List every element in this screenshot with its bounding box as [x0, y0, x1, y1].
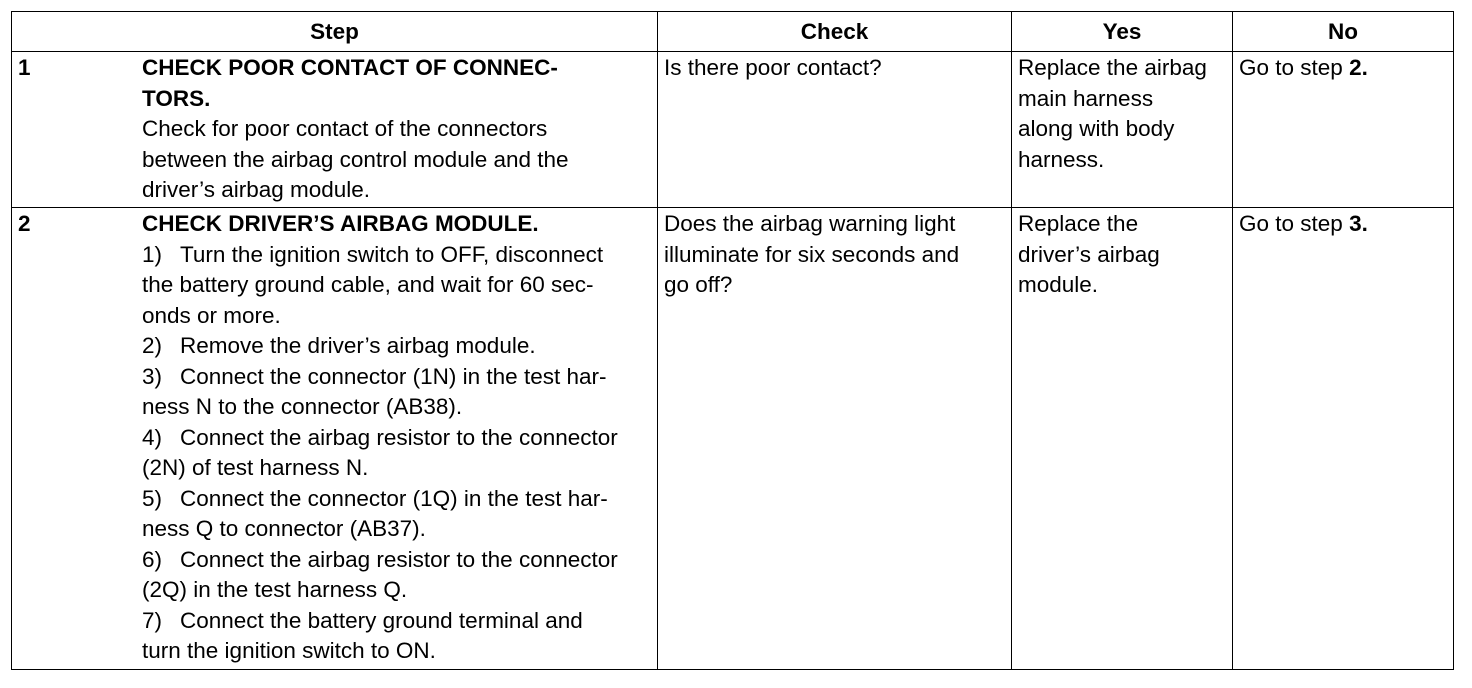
- substep-number: 7): [142, 607, 163, 633]
- no-end: .: [1361, 55, 1368, 80]
- yes-line: module.: [1018, 272, 1099, 297]
- yes-line: Replace the airbag: [1018, 55, 1207, 80]
- no-step-link[interactable]: 3: [1349, 211, 1362, 236]
- yes-line: harness.: [1018, 146, 1105, 172]
- step-desc-line: driver’s airbag module.: [142, 177, 371, 202]
- check-line: go off?: [664, 272, 733, 297]
- header-yes: Yes: [1012, 12, 1233, 52]
- substep-cont: (2Q) in the test harness Q.: [142, 577, 408, 602]
- step-title: CHECK DRIVER’S AIRBAG MODULE.: [142, 211, 539, 236]
- substep: [142, 331, 651, 362]
- substep-text: Connect the airbag resistor to the connector: [180, 546, 618, 572]
- no-text: Go to step: [1239, 55, 1350, 80]
- check-line: illuminate for six seconds and: [664, 241, 960, 267]
- yes-line: driver’s airbag: [1018, 241, 1160, 267]
- substep-cont: ness Q to connector (AB37).: [142, 516, 426, 541]
- substep-text: Connect the airbag resistor to the connector: [180, 424, 618, 450]
- substep: [142, 362, 651, 393]
- substep-cont: onds or more.: [142, 302, 281, 328]
- no-cell: [1233, 208, 1454, 670]
- yes-line: main harness: [1018, 85, 1154, 111]
- step-desc-line: between the airbag control module and the: [142, 146, 569, 172]
- substep-number: 6): [142, 546, 163, 572]
- substep: [142, 240, 651, 271]
- substep-number: 2): [142, 333, 163, 358]
- table-row: [12, 208, 1454, 670]
- step-number: 1: [18, 55, 31, 80]
- yes-line: Replace the: [1018, 211, 1139, 236]
- step-title: CHECK POOR CONTACT OF CONNEC-: [142, 55, 558, 80]
- substep-text: Connect the connector (1Q) in the test har-: [180, 485, 608, 511]
- substep-cont: the battery ground cable, and wait for 60 sec-: [142, 272, 594, 297]
- substep-text: Connect the battery ground terminal and: [180, 607, 583, 633]
- table-row: [12, 52, 1454, 208]
- table-header-row: [12, 12, 1454, 52]
- substep-cont: turn the ignition switch to ON.: [142, 638, 436, 663]
- substep-number: 5): [142, 485, 163, 511]
- substep: [142, 484, 651, 515]
- no-text: Go to step: [1239, 211, 1350, 236]
- yes-line: along with body: [1018, 116, 1175, 141]
- yes-cell: [1012, 208, 1233, 670]
- substep: [142, 545, 651, 576]
- substep: [142, 423, 651, 454]
- step-number: 2: [18, 211, 31, 236]
- check-cell: [658, 208, 1012, 670]
- step-desc-line: Check for poor contact of the connectors: [142, 116, 548, 141]
- substep-number: 3): [142, 363, 163, 389]
- header-step: Step: [12, 12, 658, 52]
- step-cell: [12, 52, 658, 208]
- substep-text: Remove the driver’s airbag module.: [180, 333, 536, 358]
- check-line: Is there poor contact?: [664, 55, 882, 80]
- step-body: [142, 209, 651, 667]
- no-cell: [1233, 52, 1454, 208]
- substep-text: Turn the ignition switch to OFF, disconnect: [180, 241, 604, 267]
- yes-cell: [1012, 52, 1233, 208]
- substep-number: 1): [142, 241, 163, 267]
- check-line: Does the airbag warning light: [664, 211, 956, 236]
- substep-number: 4): [142, 424, 163, 450]
- diagnostic-table: [11, 11, 1454, 670]
- header-no: No: [1233, 12, 1454, 52]
- substep-cont: (2N) of test harness N.: [142, 455, 369, 480]
- no-end: .: [1361, 211, 1368, 236]
- header-check: Check: [658, 12, 1012, 52]
- no-step-link[interactable]: 2: [1349, 55, 1362, 80]
- substep: [142, 606, 651, 637]
- step-cell: [12, 208, 658, 670]
- substep-cont: ness N to the connector (AB38).: [142, 394, 463, 419]
- step-body: [142, 53, 651, 206]
- check-cell: [658, 52, 1012, 208]
- substep-text: Connect the connector (1N) in the test har-: [180, 363, 607, 389]
- step-title-cont: TORS.: [142, 85, 211, 111]
